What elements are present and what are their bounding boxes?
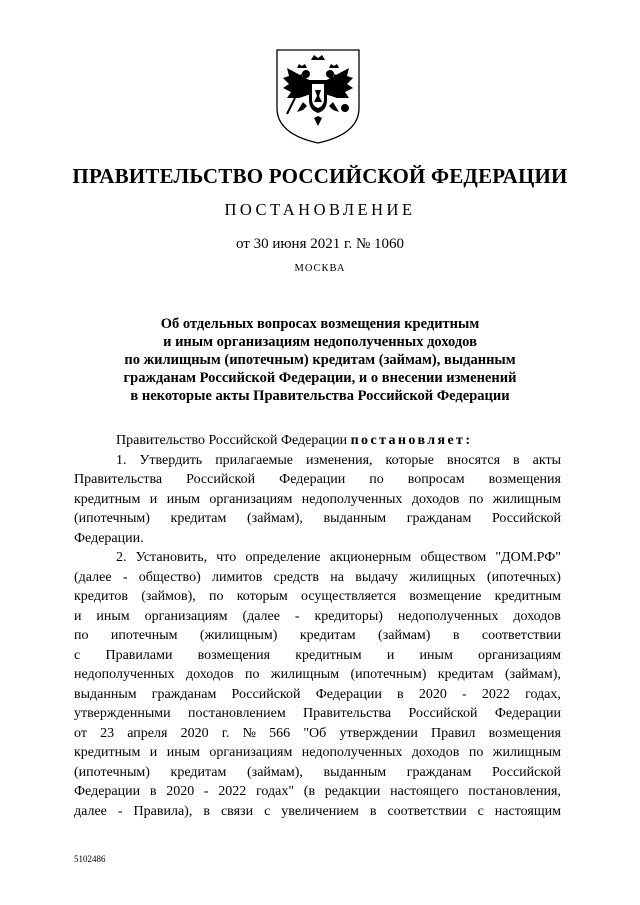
document-code: 5102486 (74, 854, 106, 864)
word: Утвердить (139, 452, 203, 468)
word: утвержденными (74, 706, 171, 721)
word: (далее (74, 569, 112, 585)
word: 2022 (481, 686, 510, 702)
word: недополученных (74, 667, 175, 682)
word: 566 (269, 725, 291, 741)
word: доходов (513, 608, 561, 624)
word: Российской (491, 764, 561, 780)
word: 2020 (180, 725, 209, 741)
word: гражданам (151, 686, 217, 702)
word: прилагаемые (215, 452, 294, 468)
word: которым (236, 589, 288, 604)
word: кредитов (74, 589, 128, 604)
word: соответствии (481, 628, 561, 643)
word: 1. (116, 452, 127, 468)
word: возмещения (488, 472, 561, 487)
word: № (242, 725, 256, 741)
preamble (74, 431, 561, 451)
word: вопросам (407, 472, 465, 487)
word: 23 (100, 725, 115, 741)
word: определение (245, 550, 321, 565)
decrees-word: постановляет: (350, 433, 473, 448)
word: в (397, 686, 404, 702)
text-line (74, 587, 561, 607)
text-line (74, 685, 561, 705)
government-title: ПРАВИТЕЛЬСТВО РОССИЙСКОЙ ФЕДЕРАЦИИ (72, 164, 568, 188)
word: (займам), (505, 667, 561, 682)
text-line (74, 470, 561, 490)
text-line (74, 704, 561, 724)
word: (ипотечным) (74, 511, 150, 526)
text-line (74, 607, 561, 627)
word: кредитным (494, 589, 561, 604)
word: Установить, (135, 550, 208, 565)
text-line (74, 724, 561, 744)
russian-coat-of-arms-icon (273, 46, 363, 146)
city: МОСКВА (294, 263, 346, 274)
word: Федерации (494, 706, 561, 721)
word: по (244, 667, 260, 682)
subject-line: по жилищным (ипотечным) кредитам (займам), выданным (124, 352, 516, 368)
word: и (386, 647, 395, 663)
word: Российской (231, 686, 301, 702)
word: Российской (186, 472, 256, 487)
word: с (74, 647, 81, 663)
word: утверждении (339, 725, 418, 741)
word: в (452, 628, 460, 643)
word: доходов (186, 667, 234, 682)
word: жилищным (492, 491, 561, 507)
word: (в (303, 784, 316, 799)
word: 2022 (218, 784, 247, 799)
word: (ипотечным) (350, 667, 427, 682)
word: (займам), (247, 764, 303, 780)
word: по (208, 589, 224, 604)
word: иным (166, 745, 200, 760)
word: и (149, 745, 158, 760)
word: от (74, 725, 87, 741)
word: жилищным (492, 745, 561, 760)
word: возмещения (197, 647, 271, 663)
word: Российской (408, 706, 478, 721)
word: недополученных (397, 608, 499, 624)
word: кредитным (74, 745, 141, 760)
word: с (264, 803, 271, 819)
word: жилищных (409, 569, 476, 585)
text-line (74, 763, 561, 783)
word: выданным (323, 511, 387, 526)
word: возмещения (488, 725, 561, 741)
word: гражданам (406, 764, 472, 780)
word: - (203, 784, 209, 799)
word: (далее (242, 608, 280, 624)
word: доходов (411, 491, 460, 507)
word: кредитным (74, 491, 141, 507)
word: что (216, 550, 237, 565)
word: - (462, 686, 467, 702)
word: акционерным (329, 550, 412, 565)
word: (займам) (378, 628, 431, 643)
word: гражданам (406, 511, 472, 526)
word: выдачу (355, 569, 399, 585)
text-line (74, 451, 561, 471)
word: и (74, 608, 82, 624)
word: настоящим (494, 803, 561, 819)
word: постановления, (468, 784, 561, 799)
word: по (369, 472, 384, 487)
decree-subject (0, 315, 640, 405)
word: в (369, 803, 377, 819)
word: изменения, (306, 452, 373, 468)
word: 2. (116, 550, 127, 565)
word: ипотечным (110, 628, 178, 643)
word: Правительства (74, 472, 163, 487)
word: кредиторы) (314, 608, 383, 624)
text-line (74, 568, 561, 588)
text-line (74, 802, 561, 822)
text-line (74, 743, 561, 763)
word: иным (419, 647, 453, 663)
text-line (74, 509, 561, 529)
word: Правила), (133, 803, 193, 819)
word: на (330, 569, 344, 585)
word: кредитам (170, 764, 227, 780)
text-line (74, 490, 561, 510)
subject-line: гражданам Российской Федерации, и о внесении изменений (123, 370, 517, 386)
word: лимитов (212, 569, 263, 585)
word: редакции (324, 784, 381, 799)
word: обществом (420, 550, 487, 565)
word: Российской (491, 511, 561, 526)
text-line (74, 782, 561, 802)
word: кредитным (295, 647, 362, 663)
paragraph-1 (74, 451, 561, 529)
word: акты (532, 452, 561, 468)
word: общество) (138, 569, 201, 585)
document-type: ПОСТАНОВЛЕНИЕ (224, 200, 416, 219)
preamble-text: Правительство Российской Федерации (116, 433, 351, 448)
word: жилищным (270, 667, 340, 682)
word: Правил (431, 725, 476, 741)
word: годах" (256, 784, 295, 799)
subject-line: Об отдельных вопросах возмещения кредитным (160, 316, 480, 332)
word: выданным (74, 686, 137, 702)
word: недополученных (301, 491, 403, 507)
word: Федерации (74, 784, 141, 799)
text-line (74, 646, 561, 666)
word: "Об (303, 725, 327, 741)
subject-line: в некоторые акты Правительства Российской Федерации (130, 388, 510, 404)
word: по (74, 628, 89, 643)
word: с (477, 803, 484, 819)
word: доходов (411, 745, 460, 760)
word: (ипотечным) (74, 764, 150, 780)
subject-line: и иным организациям недополученных доходов (163, 334, 477, 350)
word: осуществляется (301, 589, 397, 604)
word: кредитам (170, 511, 227, 526)
word: Федерации (315, 686, 382, 702)
word: (жилищным) (199, 628, 278, 643)
word: - (117, 803, 123, 819)
word: вносятся (446, 452, 501, 468)
decree-body (74, 431, 561, 821)
text-line (74, 626, 561, 646)
word: в (203, 803, 210, 819)
word: - (294, 608, 300, 624)
word: в (149, 784, 157, 799)
date-and-number: от 30 июня 2021 г. № 1060 (235, 236, 405, 252)
word: организациям (144, 608, 228, 624)
word: кредитам (437, 667, 494, 682)
word: постановлением (187, 706, 286, 721)
word: соответствии (387, 803, 467, 819)
word: далее (74, 803, 107, 819)
word: иным (166, 491, 200, 507)
word: в (513, 452, 520, 468)
word: Правительства (303, 706, 392, 721)
text-line (74, 665, 561, 685)
word: (займов), (141, 589, 196, 604)
word: иным (96, 608, 130, 624)
word: которые (385, 452, 434, 468)
word: настоящего (390, 784, 459, 799)
word: г. (221, 725, 230, 741)
word: 2020 (418, 686, 447, 702)
word: (ипотечных) (486, 569, 561, 585)
word: организациям (209, 745, 293, 760)
paragraph-1-last-line: Федерации. (74, 530, 144, 546)
word: выданным (323, 764, 387, 780)
word: и (149, 491, 158, 507)
word: организациям (209, 491, 293, 507)
word: Федерации (279, 472, 346, 487)
word: связи (220, 803, 254, 819)
word: по (468, 491, 484, 507)
word: увеличением (281, 803, 359, 819)
word: Правилами (105, 647, 173, 663)
word: (займам), (247, 511, 303, 526)
word: возмещение (409, 589, 482, 604)
word: апреля (127, 725, 168, 741)
word: 2020 (166, 784, 195, 799)
word: кредитам (299, 628, 356, 643)
text-line (74, 548, 561, 568)
paragraph-2 (74, 548, 561, 821)
word: "ДОМ.РФ" (495, 550, 561, 565)
word: организациям (478, 647, 561, 663)
word: годах, (525, 686, 561, 702)
word: недополученных (301, 745, 403, 760)
word: - (122, 569, 128, 585)
word: средств (273, 569, 319, 585)
word: по (468, 745, 484, 760)
